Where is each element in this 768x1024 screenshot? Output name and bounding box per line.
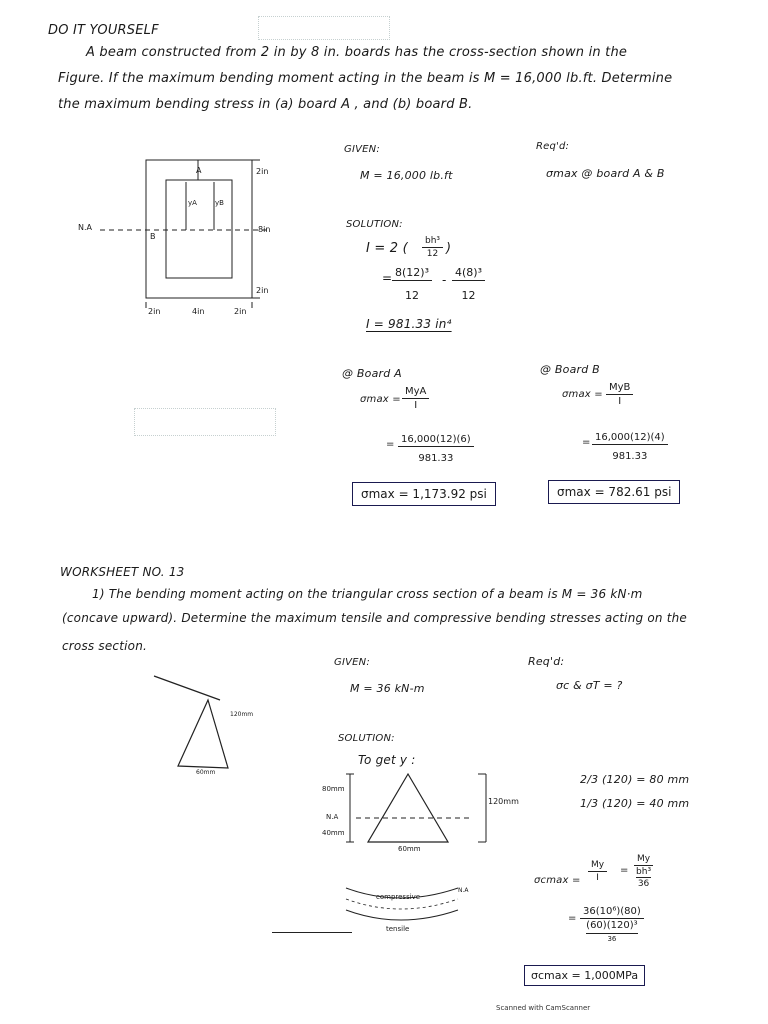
fig1-label-B: B xyxy=(150,232,156,241)
boardA-formula-lhs: σmax = xyxy=(360,394,401,405)
boardA-eq: = xyxy=(386,439,395,450)
problem1-line3: the maximum bending stress in (a) board A , and (b) board B. xyxy=(58,97,473,112)
problem2-line1: 1) The bending moment acting on the triangular cross section of a beam is M = 36 kN·m xyxy=(92,587,643,601)
sc-sub-eq: = xyxy=(568,913,577,924)
faint-bleed-box-2 xyxy=(134,408,276,436)
boardB-result-box: σmax = 782.61 psi xyxy=(548,480,680,504)
label-tensile: tensile xyxy=(386,925,410,933)
problem2-line3: cross section. xyxy=(62,639,148,653)
given-label-2: GIVEN: xyxy=(334,657,370,668)
dim-40mm: 40mm xyxy=(322,829,345,837)
dim-120mm: 120mm xyxy=(488,797,519,806)
problem1-line2: Figure. If the maximum bending moment acting in the beam is M = 16,000 lb.ft. Determine xyxy=(58,71,673,86)
I-term1: $\frac{\text{8(12)³}}{12}$ xyxy=(392,266,432,302)
label-na-tag: N.A xyxy=(458,887,469,894)
triangular-section-sketch xyxy=(150,670,260,780)
fig1-dim-right: 2in xyxy=(234,307,247,316)
sc-frac2: My bh³ 36 xyxy=(634,854,653,889)
sc-eq: = xyxy=(620,865,629,876)
sc-frac1: $\frac{My}{I}$ xyxy=(588,860,607,883)
given-label-1: GIVEN: xyxy=(344,144,380,155)
solution-label-2: SOLUTION: xyxy=(338,733,395,744)
section2-heading: WORKSHEET NO. 13 xyxy=(60,565,185,579)
sc-sub-frac: 36(10⁶)(80) (60)(120)³ 36 xyxy=(580,906,644,943)
calc-one-third: 1/3 (120) = 40 mm xyxy=(580,797,690,810)
to-get-y: To get y : xyxy=(358,753,416,767)
faint-underline xyxy=(272,932,352,933)
problem2-line2: (concave upward). Determine the maximum tensile and compressive bending stresses acting on the xyxy=(62,611,687,625)
sc-lhs: σcmax = xyxy=(534,875,581,886)
given-value-2: M = 36 kN-m xyxy=(350,682,425,695)
boardB-eq: = xyxy=(582,437,591,448)
problem1-line1: A beam constructed from 2 in by 8 in. boards has the cross-section shown in the xyxy=(86,45,628,60)
boardB-sub-frac: $\frac{16,000(12)(4)}{981.33}$ xyxy=(592,432,668,462)
dim-na: N.A xyxy=(326,813,339,821)
I-frac-bh3: $\frac{\text{bh³}}{12}$ xyxy=(422,236,443,259)
calc-two-thirds: 2/3 (120) = 80 mm xyxy=(580,773,690,786)
boardB-formula-lhs: σmax = xyxy=(562,389,603,400)
boardB-formula-frac: MyB I xyxy=(606,382,633,407)
given-value-1: M = 16,000 lb.ft xyxy=(360,169,453,182)
boardA-result-box: σmax = 1,173.92 psi xyxy=(352,482,496,506)
boardB-label: @ Board B xyxy=(540,363,600,376)
fig1-dim-bottom: 2in xyxy=(256,286,269,295)
boardA-label: @ Board A xyxy=(342,367,402,380)
boardA-sub-frac: $\frac{16,000(12)(6)}{981.33}$ xyxy=(398,434,474,464)
sc-result-box: σcmax = 1,000MPa xyxy=(524,965,645,986)
fig1-label-yA: yA xyxy=(188,199,197,207)
dim-60mm: 60mm xyxy=(398,845,421,853)
fig1-dim-center: 4in xyxy=(192,307,205,316)
reqd-label-2: Req'd: xyxy=(528,655,565,668)
fig2-dim-base: 60mm xyxy=(196,769,216,776)
reqd-label-1: Req'd: xyxy=(536,141,570,152)
fig1-dim-mid: 8in xyxy=(258,225,271,234)
boardA-formula-frac: MyA I xyxy=(402,386,429,411)
I-lhs: I = 2 ( xyxy=(366,241,408,256)
faint-bleed-box xyxy=(258,16,390,40)
I-term2: $\frac{\text{4(8)³}}{12}$ xyxy=(452,266,485,302)
reqd-value-2: σc & σT = ? xyxy=(556,679,623,692)
fig1-label-NA: N.A xyxy=(78,223,92,232)
I-result: I = 981.33 in⁴ xyxy=(366,317,452,331)
solution-label-1: SOLUTION: xyxy=(346,219,403,230)
I-eq: = xyxy=(382,271,393,285)
triangle-na-figure xyxy=(340,770,500,850)
fig1-dim-left: 2in xyxy=(148,307,161,316)
section1-heading: DO IT YOURSELF xyxy=(48,23,159,38)
footer-scanner-text: Scanned with CamScanner xyxy=(496,1004,591,1012)
fig1-dim-top: 2in xyxy=(256,167,269,176)
reqd-value-1: σmax @ board A & B xyxy=(546,167,665,180)
label-compressive: compressive xyxy=(376,893,421,901)
I-minus: - xyxy=(442,273,447,287)
bending-sketch xyxy=(340,880,470,930)
fig2-dim-height: 120mm xyxy=(230,711,254,718)
fig1-label-A: A xyxy=(196,166,202,175)
dim-80mm: 80mm xyxy=(322,785,345,793)
fig1-label-yB: yB xyxy=(215,199,224,207)
I-rhs: ) xyxy=(446,241,452,256)
